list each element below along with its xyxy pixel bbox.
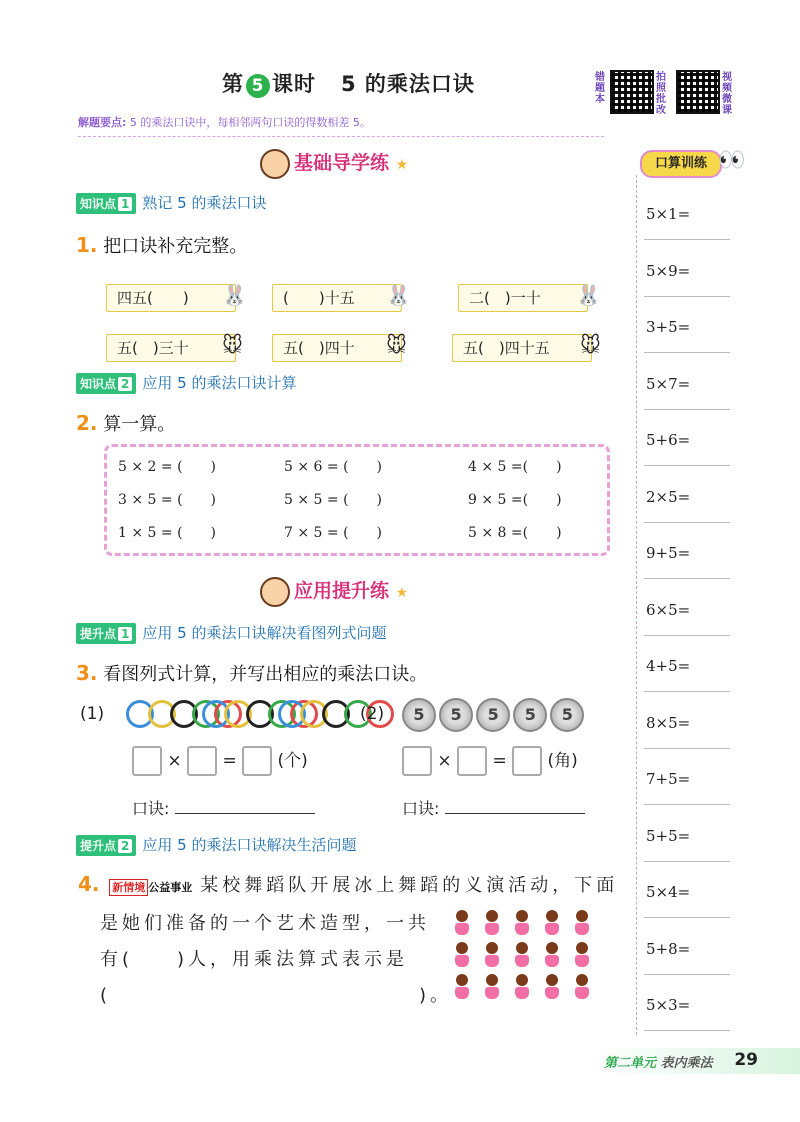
bunny-icon: 🐰 — [576, 283, 601, 307]
fill-box[interactable]: 四五( ) — [106, 284, 236, 312]
qr-label-video: 视频微课 — [722, 72, 732, 116]
equation-row-2: × = (角) — [402, 746, 578, 776]
answer-box[interactable] — [457, 746, 487, 776]
calc-item[interactable]: 5 × 5 = ( ) — [284, 492, 382, 508]
sidebar-title: 口算训练 — [640, 150, 722, 178]
question-3: 3. 看图列式计算，并写出相应的乘法口诀。 — [76, 661, 428, 685]
fill-box[interactable]: 五( )四十五 — [452, 334, 592, 362]
oral-calc-item[interactable]: 2×5= — [646, 487, 691, 506]
coin-icon: 5 — [513, 698, 547, 732]
calc-item[interactable]: 4 × 5 =( ) — [468, 459, 562, 475]
fill-box[interactable]: 五( )三十 — [106, 334, 236, 362]
mouse-icon: 🐭 — [580, 333, 601, 357]
qr-code-icon[interactable] — [676, 70, 720, 114]
answer-line — [644, 1030, 730, 1031]
lesson-number-badge: 5 — [246, 74, 270, 98]
answer-box[interactable] — [187, 746, 217, 776]
tip-box: 解题要点: 5 的乘法口诀中，每相邻两句口诀的得数相差 5。 — [78, 114, 604, 137]
oral-calc-item[interactable]: 5+8= — [646, 939, 691, 958]
answer-box[interactable] — [402, 746, 432, 776]
question-1: 1. 把口诀补充完整。 — [76, 233, 248, 257]
fill-box[interactable]: 二( )一十 — [458, 284, 588, 312]
answer-line — [644, 974, 730, 975]
cartoon-face-icon — [260, 577, 290, 607]
mouse-icon: 🐭 — [222, 333, 243, 357]
answer-line — [644, 296, 730, 297]
fill-box[interactable]: 五( )四十 — [272, 334, 402, 362]
answer-line — [644, 635, 730, 636]
answer-line — [644, 861, 730, 862]
answer-line — [644, 804, 730, 805]
oral-calc-item[interactable]: 5+5= — [646, 826, 691, 845]
coin-icon: 5 — [476, 698, 510, 732]
answer-line — [644, 917, 730, 918]
cartoon-face-icon — [260, 149, 290, 179]
eyes-icon: 👀 — [718, 148, 746, 173]
qr-code-icon[interactable] — [610, 70, 654, 114]
improvement-point-2: 提升点 2 应用 5 的乘法口诀解决生活问题 — [76, 834, 356, 856]
calc-item[interactable]: 5 × 8 =( ) — [468, 525, 562, 541]
qr-label-photo: 拍照批改 — [656, 72, 666, 116]
q3-part1-label: (1) — [80, 704, 105, 724]
calc-item[interactable]: 5 × 2 = ( ) — [118, 459, 216, 475]
coin-icon: 5 — [550, 698, 584, 732]
dancers-illustration — [453, 910, 605, 1002]
answer-line — [644, 522, 730, 523]
calc-item[interactable]: 9 × 5 =( ) — [468, 492, 562, 508]
calc-item[interactable]: 7 × 5 = ( ) — [284, 525, 382, 541]
page-number: 29 — [734, 1050, 758, 1070]
oral-calc-item[interactable]: 9+5= — [646, 544, 691, 562]
knowledge-point-1: 知识点 1 熟记 5 的乘法口诀 — [76, 192, 266, 214]
fill-box[interactable]: ( )十五 — [272, 284, 402, 312]
answer-line — [644, 409, 730, 410]
knowledge-point-2: 知识点 2 应用 5 的乘法口诀计算 — [76, 372, 296, 394]
coin-icon: 5 — [439, 698, 473, 732]
star-icon: ★ — [395, 585, 409, 601]
footer-bar: 第二单元 表内乘法 29 — [596, 1048, 800, 1074]
oral-calc-item[interactable]: 5+6= — [646, 431, 691, 449]
oral-calc-item[interactable]: 5×7= — [646, 374, 691, 393]
answer-box[interactable] — [132, 746, 162, 776]
answer-line — [644, 352, 730, 353]
coin-icon: 5 — [402, 698, 436, 732]
oral-calc-item[interactable]: 6×5= — [646, 600, 691, 619]
question-4: 4. 新情境 公益事业 某校舞蹈队开展冰上舞蹈的义演活动，下面 是她们准备的一个艺术造型，一共 有( )人，用乘法算式表示是 ( )。 — [78, 872, 619, 1006]
answer-line — [644, 578, 730, 579]
oral-calc-item[interactable]: 4+5= — [646, 657, 691, 675]
koujue-2[interactable]: 口诀: — [402, 796, 585, 819]
answer-box[interactable] — [242, 746, 272, 776]
qr-label-mistakes: 错题本 — [595, 72, 605, 105]
oral-calc-item[interactable]: 7+5= — [646, 770, 691, 788]
oral-calc-item[interactable]: 5×1= — [646, 205, 691, 223]
mouse-icon: 🐭 — [386, 333, 407, 357]
section-heading-basic: 基础导学练 ★ — [260, 148, 408, 179]
bunny-icon: 🐰 — [386, 283, 411, 307]
answer-line — [644, 465, 730, 466]
calc-item[interactable]: 3 × 5 = ( ) — [118, 492, 216, 508]
bunny-icon: 🐰 — [222, 283, 247, 307]
section-heading-advanced: 应用提升练 ★ — [260, 576, 408, 607]
koujue-1[interactable]: 口诀: — [132, 796, 315, 819]
oral-calc-item[interactable]: 5×3= — [646, 996, 691, 1014]
coins-group — [402, 698, 582, 732]
answer-line — [644, 748, 730, 749]
oral-calc-item[interactable]: 5×9= — [646, 261, 691, 280]
improvement-point-1: 提升点 1 应用 5 的乘法口诀解决看图列式问题 — [76, 622, 386, 644]
sidebar-divider — [636, 175, 637, 1035]
equation-row-1: × = (个) — [132, 746, 308, 776]
q3-part2-label: (2) — [360, 704, 385, 724]
answer-line — [644, 239, 730, 240]
new-context-tag: 新情境 — [109, 879, 148, 896]
calc-item[interactable]: 5 × 6 = ( ) — [284, 459, 382, 475]
question-2: 2. 算一算。 — [76, 411, 176, 435]
calc-item[interactable]: 1 × 5 = ( ) — [118, 525, 216, 541]
oral-calc-item[interactable]: 5×4= — [646, 883, 691, 901]
oral-calc-item[interactable]: 3+5= — [646, 318, 691, 336]
answer-box[interactable] — [512, 746, 542, 776]
page-title: 第 5 课时 5 的乘法口诀 — [222, 72, 475, 96]
answer-line — [644, 691, 730, 692]
oral-calc-item[interactable]: 8×5= — [646, 713, 691, 732]
star-icon: ★ — [395, 157, 409, 173]
